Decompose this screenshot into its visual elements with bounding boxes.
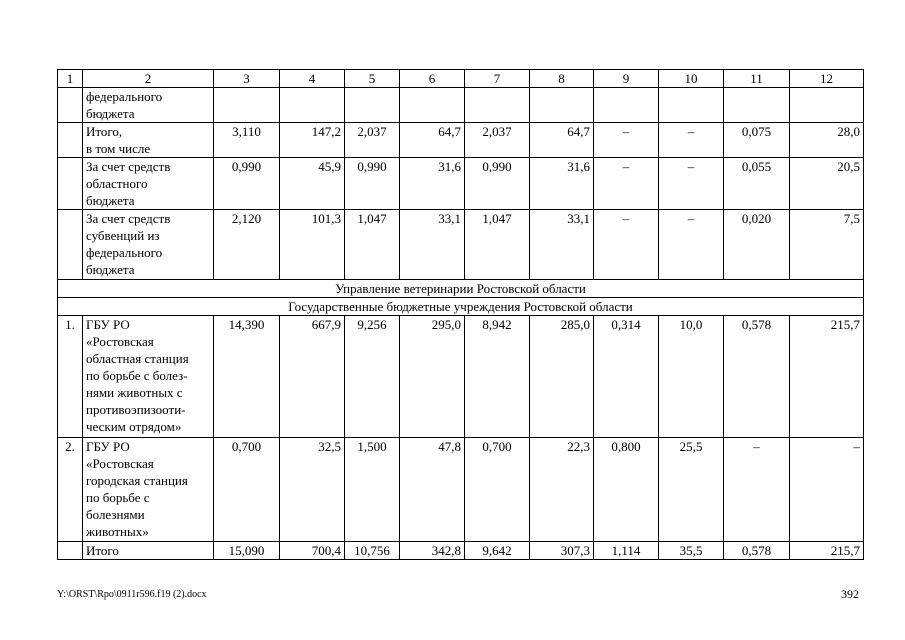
table-cell: 0,075 xyxy=(724,123,790,158)
row-number xyxy=(58,158,83,210)
table-cell: 22,3 xyxy=(530,438,594,542)
table-cell: 0,990 xyxy=(345,158,400,210)
row-label: Итого xyxy=(83,542,214,560)
table-cell xyxy=(594,88,659,123)
row-number xyxy=(58,88,83,123)
row-number xyxy=(58,542,83,560)
table-cell: 15,090 xyxy=(214,542,280,560)
row-label: За счет средств субвенций из федерального бюджета xyxy=(83,210,214,280)
row-number xyxy=(58,210,83,280)
section-title: Управление ветеринарии Ростовской области xyxy=(58,280,864,298)
column-header: 9 xyxy=(594,70,659,88)
table-cell: 700,4 xyxy=(280,542,345,560)
section-title: Государственные бюджетные учреждения Ростовской области xyxy=(58,298,864,316)
table-cell xyxy=(530,88,594,123)
table-cell: 0,314 xyxy=(594,316,659,438)
table-cell: 295,0 xyxy=(400,316,465,438)
table-cell: 0,055 xyxy=(724,158,790,210)
table-cell: 1,047 xyxy=(345,210,400,280)
table-cell: 14,390 xyxy=(214,316,280,438)
table-cell: 2,037 xyxy=(465,123,530,158)
table-cell: 3,110 xyxy=(214,123,280,158)
table-cell: 1,500 xyxy=(345,438,400,542)
table-cell: – xyxy=(594,158,659,210)
section-row xyxy=(58,280,864,298)
column-header: 11 xyxy=(724,70,790,88)
table-cell: 20,5 xyxy=(790,158,864,210)
table-cell: 25,5 xyxy=(659,438,724,542)
table-cell xyxy=(214,88,280,123)
table-cell xyxy=(465,88,530,123)
table-cell: 33,1 xyxy=(530,210,594,280)
data-table xyxy=(57,69,864,560)
table-cell: 667,9 xyxy=(280,316,345,438)
row-label: Итого, в том числе xyxy=(83,123,214,158)
table-cell xyxy=(345,88,400,123)
table-cell xyxy=(724,88,790,123)
table-cell xyxy=(790,88,864,123)
table-cell: – xyxy=(790,438,864,542)
table-row xyxy=(58,316,864,438)
table-cell: 31,6 xyxy=(530,158,594,210)
table-cell: 1,047 xyxy=(465,210,530,280)
table-cell: 215,7 xyxy=(790,316,864,438)
table-row xyxy=(58,438,864,542)
table-row xyxy=(58,542,864,560)
column-header: 5 xyxy=(345,70,400,88)
row-label: ГБУ РО «Ростовская областная станция по борьбе с болез- нями животных с противоэпизооти- ческим отрядом» xyxy=(83,316,214,438)
column-header: 1 xyxy=(58,70,83,88)
table-cell: 28,0 xyxy=(790,123,864,158)
row-number: 2. xyxy=(58,438,83,542)
column-header: 8 xyxy=(530,70,594,88)
row-label: ГБУ РО «Ростовская городская станция по борьбе с болезнями животных» xyxy=(83,438,214,542)
table-cell: 64,7 xyxy=(530,123,594,158)
table-cell: 9,642 xyxy=(465,542,530,560)
table-cell: 215,7 xyxy=(790,542,864,560)
row-number xyxy=(58,123,83,158)
table-cell: 0,020 xyxy=(724,210,790,280)
table-cell: 35,5 xyxy=(659,542,724,560)
table-cell: 307,3 xyxy=(530,542,594,560)
table-cell: 33,1 xyxy=(400,210,465,280)
table-cell: – xyxy=(724,438,790,542)
table-cell: 0,700 xyxy=(465,438,530,542)
row-label: федерального бюджета xyxy=(83,88,214,123)
table-cell: – xyxy=(594,123,659,158)
table-cell: 0,990 xyxy=(465,158,530,210)
table-cell: 342,8 xyxy=(400,542,465,560)
table-cell: 64,7 xyxy=(400,123,465,158)
table-cell: 2,037 xyxy=(345,123,400,158)
header-row xyxy=(58,70,864,88)
row-number: 1. xyxy=(58,316,83,438)
table-cell: 101,3 xyxy=(280,210,345,280)
page-number: 392 xyxy=(841,587,859,601)
column-header: 3 xyxy=(214,70,280,88)
table-cell: 1,114 xyxy=(594,542,659,560)
table-row xyxy=(58,158,864,210)
table-row xyxy=(58,88,864,123)
column-header: 6 xyxy=(400,70,465,88)
column-header: 12 xyxy=(790,70,864,88)
row-label: За счет средств областного бюджета xyxy=(83,158,214,210)
table-cell: 47,8 xyxy=(400,438,465,542)
table-cell: – xyxy=(659,210,724,280)
section-row xyxy=(58,298,864,316)
table-cell xyxy=(280,88,345,123)
table-cell: 7,5 xyxy=(790,210,864,280)
table-cell: 147,2 xyxy=(280,123,345,158)
table-cell xyxy=(400,88,465,123)
table-cell: 0,800 xyxy=(594,438,659,542)
column-header: 2 xyxy=(83,70,214,88)
table-cell: 31,6 xyxy=(400,158,465,210)
table-cell: – xyxy=(594,210,659,280)
table-cell: 0,700 xyxy=(214,438,280,542)
table-cell: 9,256 xyxy=(345,316,400,438)
table-cell xyxy=(659,88,724,123)
table-cell: 8,942 xyxy=(465,316,530,438)
table-cell: 0,578 xyxy=(724,316,790,438)
table-cell: 2,120 xyxy=(214,210,280,280)
table-cell: 32,5 xyxy=(280,438,345,542)
column-header: 7 xyxy=(465,70,530,88)
file-path: Y:\ORST\Rpo\0911r596.f19 (2).docx xyxy=(57,589,207,600)
column-header: 4 xyxy=(280,70,345,88)
table-body xyxy=(58,70,864,560)
table-cell: – xyxy=(659,123,724,158)
table-cell: 0,990 xyxy=(214,158,280,210)
table-row xyxy=(58,210,864,280)
column-header: 10 xyxy=(659,70,724,88)
table-cell: – xyxy=(659,158,724,210)
table-cell: 285,0 xyxy=(530,316,594,438)
table-cell: 10,756 xyxy=(345,542,400,560)
table-cell: 0,578 xyxy=(724,542,790,560)
table-cell: 10,0 xyxy=(659,316,724,438)
table-row xyxy=(58,123,864,158)
table-cell: 45,9 xyxy=(280,158,345,210)
